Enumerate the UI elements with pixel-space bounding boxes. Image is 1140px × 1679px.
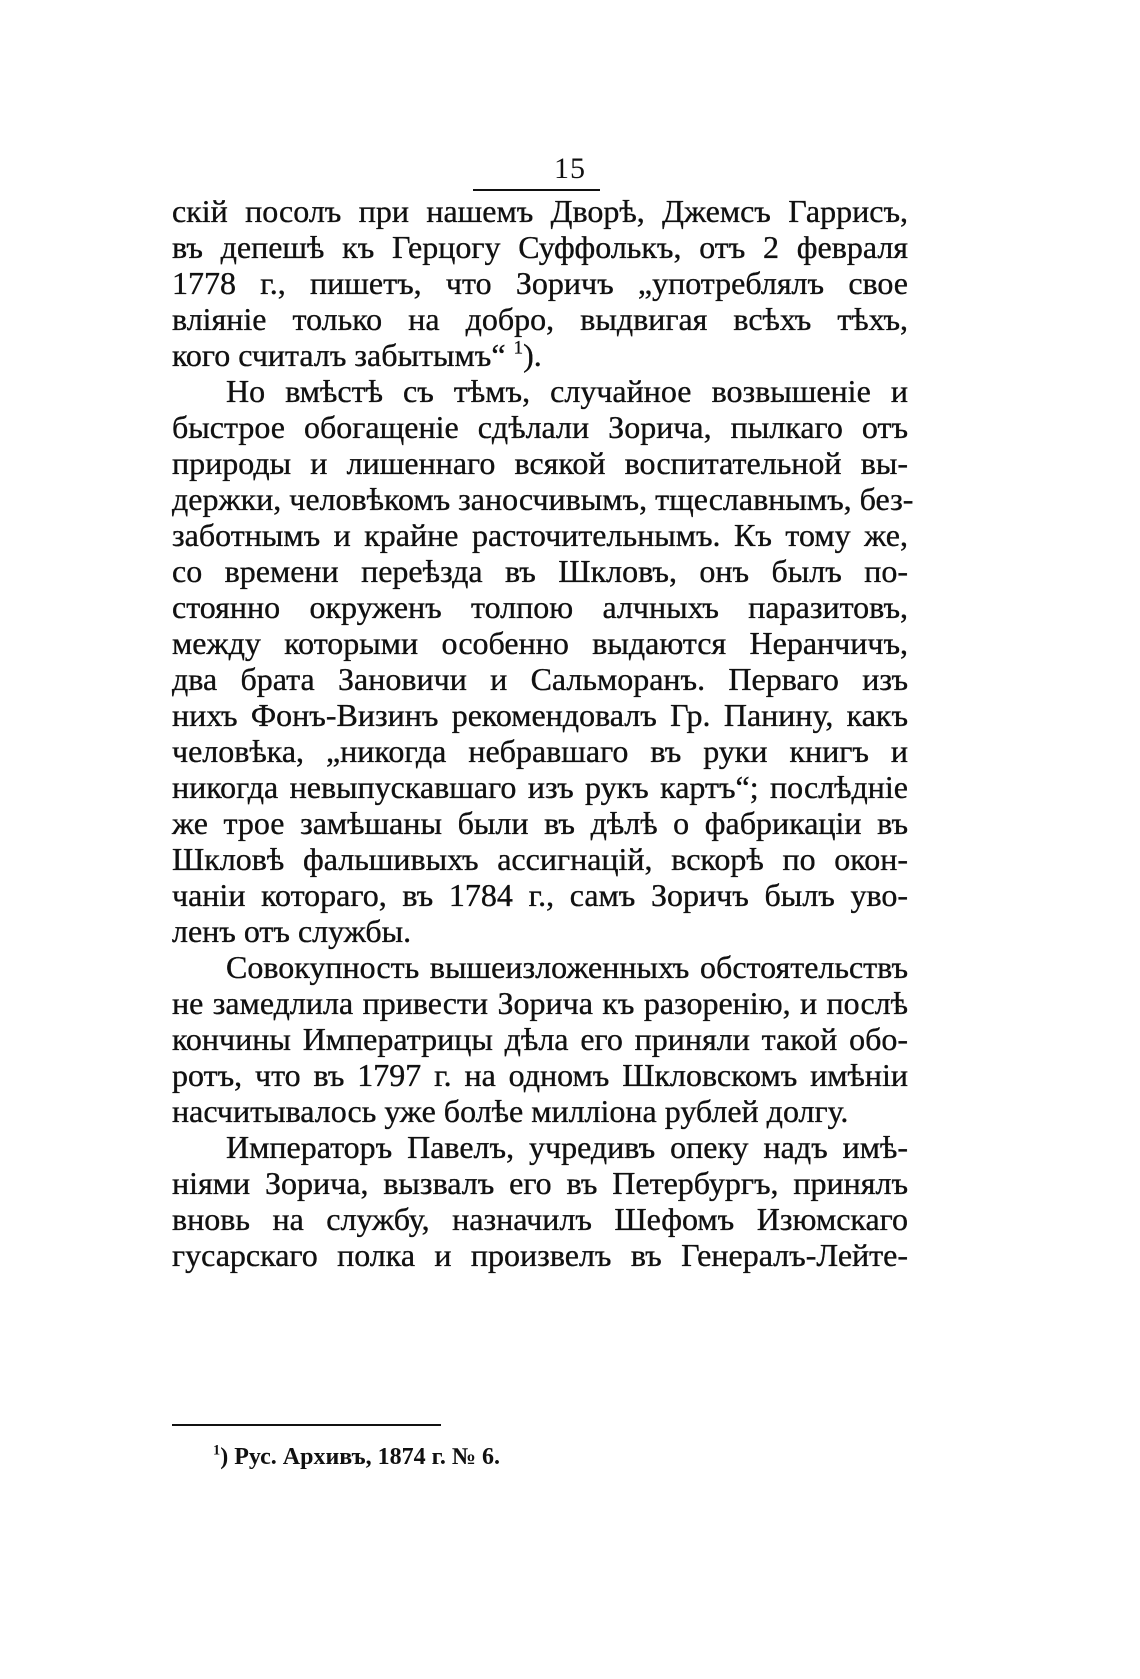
- text-line: [172, 337, 908, 373]
- text-line: держки, человѣкомъ заносчивымъ, тщеславнымъ, без-: [172, 481, 914, 517]
- footnote-text: Рус. Архивъ, 1874 г. № 6.: [234, 1444, 500, 1470]
- text-line: не замедлила привести Зорича къ разоренію, и послѣ: [172, 985, 908, 1021]
- paragraph-first-line: Но вмѣстѣ съ тѣмъ, случайное возвышеніе и: [226, 373, 908, 409]
- footnote-marker-close: ): [220, 1444, 229, 1470]
- text-line: со времени переѣзда въ Шкловъ, онъ былъ по-: [172, 553, 908, 589]
- footnote-reference: 1: [513, 337, 524, 359]
- text-line: Шкловѣ фальшивыхъ ассигнацій, вскорѣ по окон-: [172, 841, 908, 877]
- text-line: ніями Зорича, вызвалъ его въ Петербургъ, принялъ: [172, 1165, 908, 1201]
- text-line: ленъ отъ службы.: [172, 913, 412, 949]
- text-line: ротъ, что въ 1797 г. на одномъ Шкловскомъ имѣніи: [172, 1057, 908, 1093]
- text-line: скій посолъ при нашемъ Дворѣ, Джемсъ Гаррисъ,: [172, 193, 908, 229]
- text-line: человѣка, „никогда небравшаго въ руки книгъ и: [172, 733, 908, 769]
- text-line: вліяніе только на добро, выдвигая всѣхъ тѣхъ,: [172, 301, 908, 337]
- footnote: [213, 1439, 500, 1475]
- text-line: вновь на службу, назначилъ Шефомъ Изюмскаго: [172, 1201, 908, 1237]
- text-line: насчитывалось уже болѣе милліона рублей долгу.: [172, 1093, 849, 1129]
- page-number: 15: [554, 152, 586, 185]
- text-line: гусарскаго полка и произвелъ въ Генералъ-Лейте-: [172, 1237, 908, 1273]
- text-line-content: кого считалъ забытымъ“: [172, 337, 506, 373]
- text-line: чаніи котораго, въ 1784 г., самъ Зоричъ былъ уво-: [172, 877, 908, 913]
- text-line: два брата Зановичи и Сальморанъ. Перваго изъ: [172, 661, 908, 697]
- text-line: никогда невыпускавшаго изъ рукъ картъ“; послѣдніе: [172, 769, 908, 805]
- footnote-reference-close: ).: [523, 337, 542, 373]
- footnote-rule: [172, 1424, 441, 1426]
- text-line: кончины Императрицы дѣла его приняли такой обо-: [172, 1021, 908, 1057]
- text-line: заботнымъ и крайне расточительнымъ. Къ тому же,: [172, 517, 908, 553]
- text-line: быстрое обогащеніе сдѣлали Зорича, пылкаго отъ: [172, 409, 908, 445]
- text-line: же трое замѣшаны были въ дѣлѣ о фабрикаціи въ: [172, 805, 908, 841]
- text-line: стоянно окруженъ толпою алчныхъ паразитовъ,: [172, 589, 908, 625]
- header-rule: [473, 189, 600, 191]
- text-line: природы и лишеннаго всякой воспитательной вы-: [172, 445, 908, 481]
- footnote-marker: 1: [213, 1442, 221, 1459]
- text-line: 1778 г., пишетъ, что Зоричъ „употреблялъ свое: [172, 265, 908, 301]
- paragraph-first-line: Совокупность вышеизложенныхъ обстоятельствъ: [226, 949, 908, 985]
- text-line: между которыми особенно выдаются Неранчичъ,: [172, 625, 908, 661]
- paragraph-first-line: Императоръ Павелъ, учредивъ опеку надъ имѣ-: [226, 1129, 908, 1165]
- text-line: нихъ Фонъ-Визинъ рекомендовалъ Гр. Панину, какъ: [172, 697, 908, 733]
- text-line: въ депешѣ къ Герцогу Суффолькъ, отъ 2 февраля: [172, 229, 908, 265]
